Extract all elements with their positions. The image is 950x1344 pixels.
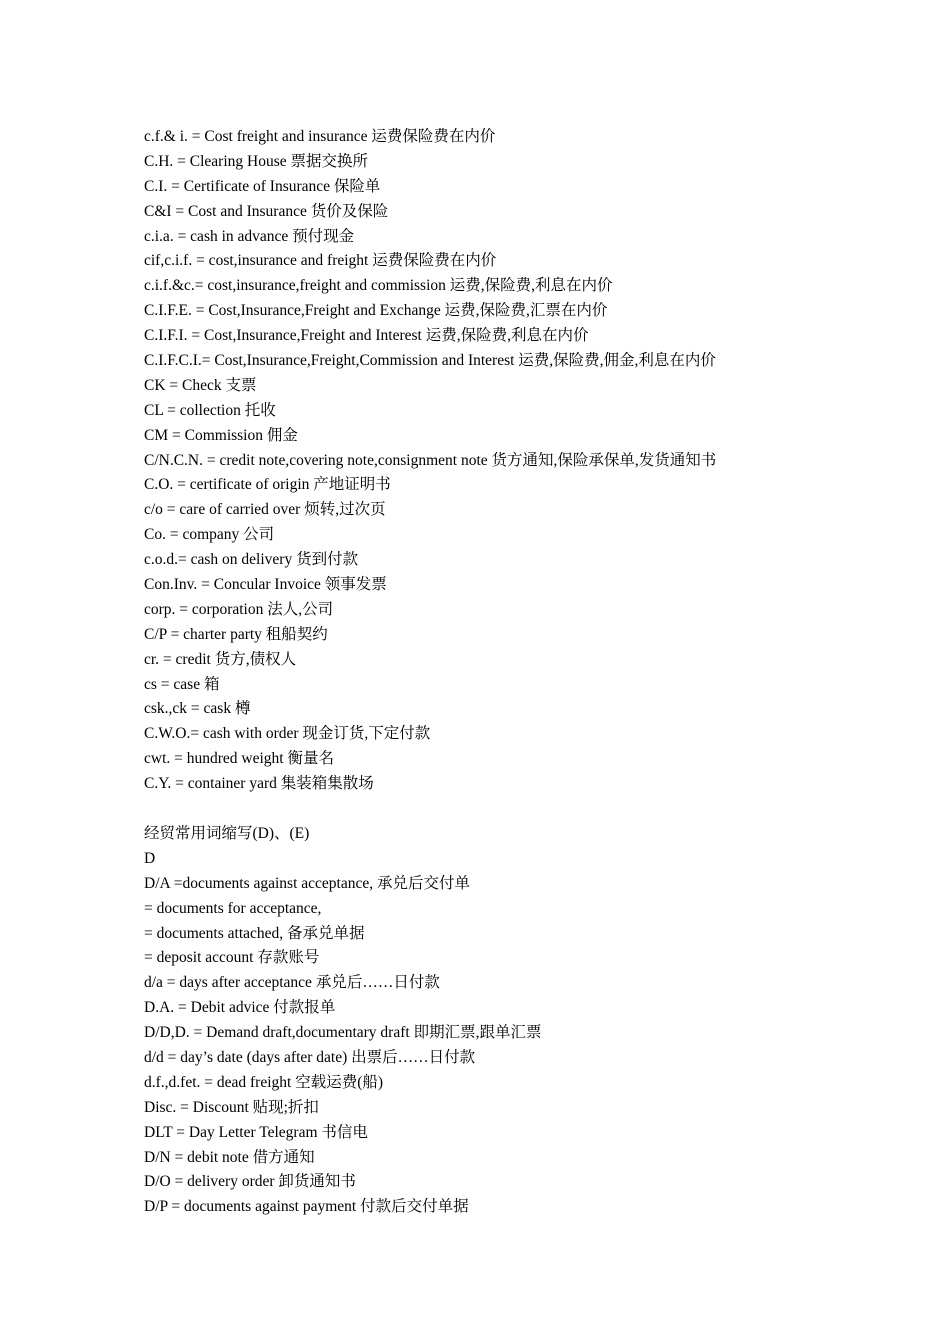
abbr-line: CL = collection 托收 bbox=[144, 401, 276, 419]
blank-line bbox=[144, 797, 844, 822]
abbr-line: C.Y. = container yard 集装箱集散场 bbox=[144, 775, 374, 793]
abbr-line: D/P = documents against payment 付款后交付单据 bbox=[144, 1198, 469, 1216]
abbr-line: D.A. = Debit advice 付款报单 bbox=[144, 999, 336, 1017]
abbr-line: C.I.F.I. = Cost,Insurance,Freight and Interest 运费,保险费,利息在内价 bbox=[144, 327, 589, 345]
abbr-line: DLT = Day Letter Telegram 书信电 bbox=[144, 1123, 368, 1141]
section-letter: D bbox=[144, 849, 156, 867]
abbr-line: cif,c.i.f. = cost,insurance and freight 运费保险费在内价 bbox=[144, 252, 497, 270]
abbr-line: C.W.O.= cash with order 现金订货,下定付款 bbox=[144, 725, 431, 743]
abbr-line: Disc. = Discount 贴现;折扣 bbox=[144, 1098, 319, 1116]
abbr-line: D/D,D. = Demand draft,documentary draft 即期汇票,跟单汇票 bbox=[144, 1024, 542, 1042]
abbr-line: c.i.f.&c.= cost,insurance,freight and commission 运费,保险费,利息在内价 bbox=[144, 277, 613, 295]
abbr-line: d.f.,d.fet. = dead freight 空载运费(船) bbox=[144, 1073, 384, 1091]
abbr-line: CK = Check 支票 bbox=[144, 376, 257, 394]
abbr-line: C/N.C.N. = credit note,covering note,consignment note 货方通知,保险承保单,发货通知书 bbox=[144, 451, 717, 469]
abbr-line: D/O = delivery order 卸货通知书 bbox=[144, 1173, 356, 1191]
abbr-line: corp. = corporation 法人,公司 bbox=[144, 600, 334, 618]
abbr-line: cwt. = hundred weight 衡量名 bbox=[144, 750, 334, 768]
section-heading: 经贸常用词缩写(D)、(E) bbox=[144, 824, 310, 842]
abbr-line: C.I.F.E. = Cost,Insurance,Freight and Exchange 运费,保险费,汇票在内价 bbox=[144, 302, 608, 320]
abbr-line: D/A =documents against acceptance, 承兑后交付单 bbox=[144, 874, 470, 892]
abbr-line: D/N = debit note 借方通知 bbox=[144, 1148, 315, 1166]
abbr-line: = deposit account 存款账号 bbox=[144, 949, 320, 967]
abbr-line: Co. = company 公司 bbox=[144, 526, 275, 544]
abbr-line: C/P = charter party 租船契约 bbox=[144, 625, 328, 643]
abbr-line: c.f.& i. = Cost freight and insurance 运费保险费在内价 bbox=[144, 128, 496, 145]
abbr-line: C.H. = Clearing House 票据交换所 bbox=[144, 152, 369, 170]
abbr-line: d/a = days after acceptance 承兑后……日付款 bbox=[144, 974, 440, 992]
abbr-line: cr. = credit 货方,债权人 bbox=[144, 650, 297, 668]
abbr-line: C.O. = certificate of origin 产地证明书 bbox=[144, 476, 391, 494]
abbr-line: c.i.a. = cash in advance 预付现金 bbox=[144, 227, 355, 245]
abbr-line: = documents attached, 备承兑单据 bbox=[144, 924, 365, 942]
abbr-line: cs = case 箱 bbox=[144, 675, 220, 693]
abbr-line: Con.Inv. = Concular Invoice 领事发票 bbox=[144, 576, 387, 594]
abbr-line: C.I.F.C.I.= Cost,Insurance,Freight,Commission and Interest 运费,保险费,佣金,利息在内价 bbox=[144, 352, 716, 370]
abbr-line: C&I = Cost and Insurance 货价及保险 bbox=[144, 202, 389, 220]
abbr-line: c/o = care of carried over 烦转,过次页 bbox=[144, 501, 386, 519]
abbr-line: csk.,ck = cask 樽 bbox=[144, 700, 251, 718]
abbr-line: c.o.d.= cash on delivery 货到付款 bbox=[144, 551, 359, 569]
abbr-line: d/d = day’s date (days after date) 出票后……日付款 bbox=[144, 1048, 476, 1066]
document-body bbox=[144, 125, 844, 1220]
abbr-line: = documents for acceptance, bbox=[144, 899, 322, 917]
abbr-line: C.I. = Certificate of Insurance 保险单 bbox=[144, 177, 381, 195]
abbr-line: CM = Commission 佣金 bbox=[144, 426, 298, 444]
